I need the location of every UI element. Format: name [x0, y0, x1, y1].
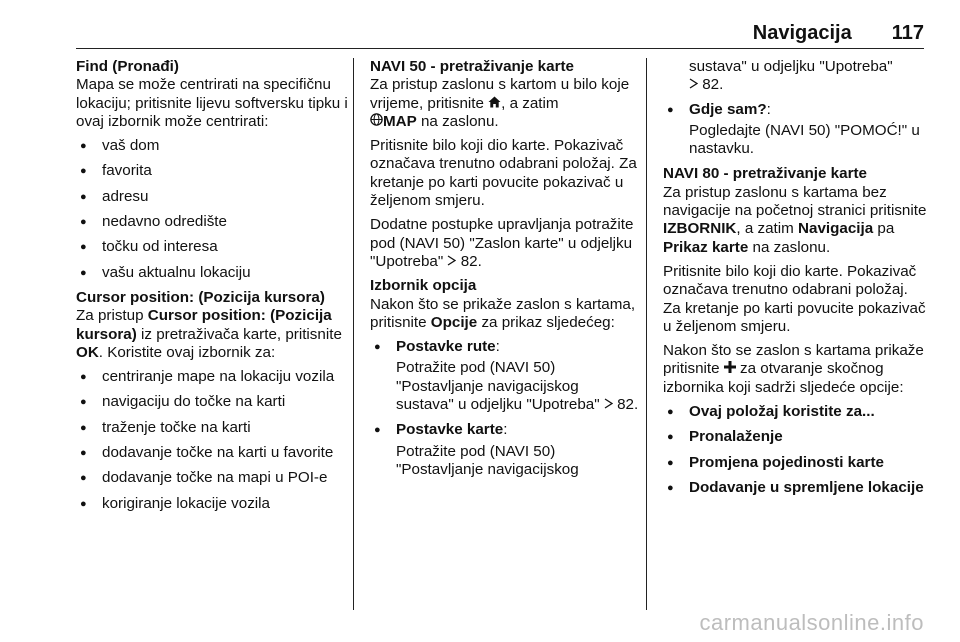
find-intro: Mapa se može centrirati na specifičnu lokaciju; pritisnite lijevu softversku tipku i ovaj izbornik može centrirati: [76, 76, 348, 130]
text: sustava" u odjeljku "Upotreba" [689, 58, 893, 75]
options-term: Opcije [430, 313, 478, 331]
cursor-list [76, 368, 352, 513]
list-item: ● korigiranje lokacije vozila [76, 495, 352, 513]
column-2 [370, 58, 640, 486]
menu-term: IZBORNIK [663, 220, 737, 238]
text: pa [873, 220, 895, 238]
text: na zaslonu. [748, 238, 831, 256]
list-item: ● točku od interesa [76, 238, 352, 256]
continued-text [663, 58, 929, 95]
arrow-ref-icon [689, 76, 698, 94]
list-item: ● Pronalaženje [663, 428, 929, 446]
list-item: ● navigaciju do točke na karti [76, 393, 352, 411]
text: Za pristup [76, 307, 148, 325]
page-number: 117 [891, 22, 924, 44]
find-heading: Find (Pronađi) [76, 58, 179, 75]
options-heading: Izbornik opcija [370, 277, 477, 295]
option-label: Postavke rute [396, 338, 496, 356]
navi80-p3 [663, 342, 929, 397]
map-term: MAP [383, 112, 417, 130]
navi50-heading: NAVI 50 - pretraživanje karte [370, 58, 574, 75]
list-item: ● Promjena pojedinosti karte [663, 454, 929, 472]
option-label: Gdje sam? [689, 100, 767, 118]
key-term: OK [76, 343, 99, 361]
where-list [663, 101, 929, 159]
map-globe-icon [370, 113, 383, 131]
option-description: Pogledajte (NAVI 50) "POMOĆ!" u nastavku. [689, 121, 920, 158]
plus-icon [724, 360, 736, 378]
menu-term: Prikaz karte [663, 238, 749, 256]
navi50-p1 [370, 76, 640, 131]
column-divider [353, 58, 354, 610]
option-label: Postavke karte [396, 421, 504, 439]
list-item: ● Postavke rute: Potražite pod (NAVI 50) "Postavljanje navigacijskog sustava" u odjeljku "Upotreba" 82. [370, 338, 640, 414]
text: Dodatne postupke upravljanja potražite pod (NAVI 50) "Zaslon karte" u odjeljku "Upotreba" [370, 216, 634, 270]
list-item: ● Ovaj položaj koristite za... [663, 403, 929, 421]
list-item: ● vaš dom [76, 137, 352, 155]
list-item: ● traženje točke na karti [76, 419, 352, 437]
text: iz pretraživača karte, pritisnite [136, 325, 342, 343]
options-list [370, 338, 640, 479]
page-ref: 82. [456, 252, 482, 270]
column-divider [646, 58, 647, 610]
text: , a zatim [501, 94, 559, 112]
column-1 [76, 58, 352, 520]
option-description [396, 359, 640, 414]
header-rule [76, 48, 924, 49]
text: Nakon što se prikaže zaslon s kartama, pritisnite [370, 295, 636, 331]
text: . Koristite ovaj izbornik za: [98, 343, 276, 361]
page-header [753, 22, 924, 45]
option-description: Potražite pod (NAVI 50) "Postavljanje navigacijskog [396, 442, 579, 478]
find-list [76, 137, 352, 282]
watermark: carmanualsonline.info [699, 610, 924, 635]
list-item: ● adresu [76, 188, 352, 206]
arrow-ref-icon [604, 396, 613, 414]
menu-term: Cursor position: (Pozicija kursora) [76, 307, 332, 343]
chapter-title: Navigacija [752, 22, 852, 44]
text: Potražite pod (NAVI 50) "Postavljanje navigacijskog sustava" u odjeljku "Upotreba" [396, 359, 604, 414]
menu-term: Navigacija [798, 220, 874, 238]
navi80-heading: NAVI 80 - pretraživanje karte [663, 165, 867, 183]
text: , a zatim [736, 220, 799, 238]
list-item: ● centriranje mape na lokaciju vozila [76, 368, 352, 386]
list-item: ● nedavno odredište [76, 213, 352, 231]
page-ref: 82. [702, 76, 724, 94]
column-3 [663, 58, 929, 504]
navi80-p1 [663, 184, 929, 257]
list-item: ● favorita [76, 162, 352, 180]
list-item: ● Gdje sam?: Pogledajte (NAVI 50) "POMOĆ!" u nastavku. [663, 101, 929, 159]
text: za prikaz sljedećeg: [477, 313, 615, 331]
page-ref: 82. [617, 396, 639, 414]
cursor-intro [76, 307, 352, 362]
navi50-p2: Pritisnite bilo koji dio karte. Pokazivač označava trenutno odabrani položaj. Za kretanje po karti povucite pokazivač u željenom smjeru. [370, 137, 637, 210]
text: na zaslonu. [416, 112, 499, 130]
options-intro [370, 296, 640, 333]
list-item: ● Dodavanje u spremljene lokacije [663, 479, 929, 497]
list-item: ● vašu aktualnu lokaciju [76, 264, 352, 282]
navi80-p2: Pritisnite bilo koji dio karte. Pokazivač označava trenutno odabrani položaj. Za kretanje po karti povucite pokazivač u željenom smjeru. [663, 262, 926, 335]
text: Nakon što se zaslon s kartama prikaže pritisnite [663, 342, 924, 378]
list-item: ● Postavke karte: Potražite pod (NAVI 50) "Postavljanje navigacijskog [370, 421, 640, 479]
text: Za pristup zaslonu s kartom u bilo koje vrijeme, pritisnite [370, 76, 630, 112]
text: za otvaranje skočnog izbornika koji sadrži sljedeće opcije: [663, 360, 904, 396]
list-item: ● dodavanje točke na mapi u POI-e [76, 469, 352, 487]
navi80-options-list [663, 403, 929, 497]
navi50-p3 [370, 216, 640, 271]
list-item: ● dodavanje točke na karti u favorite [76, 444, 352, 462]
home-icon [488, 95, 501, 113]
cursor-heading: Cursor position: (Pozicija kursora) [76, 288, 325, 306]
text: Za pristup zaslonu s kartama bez navigacije na početnoj stranici pritisnite [663, 183, 927, 220]
